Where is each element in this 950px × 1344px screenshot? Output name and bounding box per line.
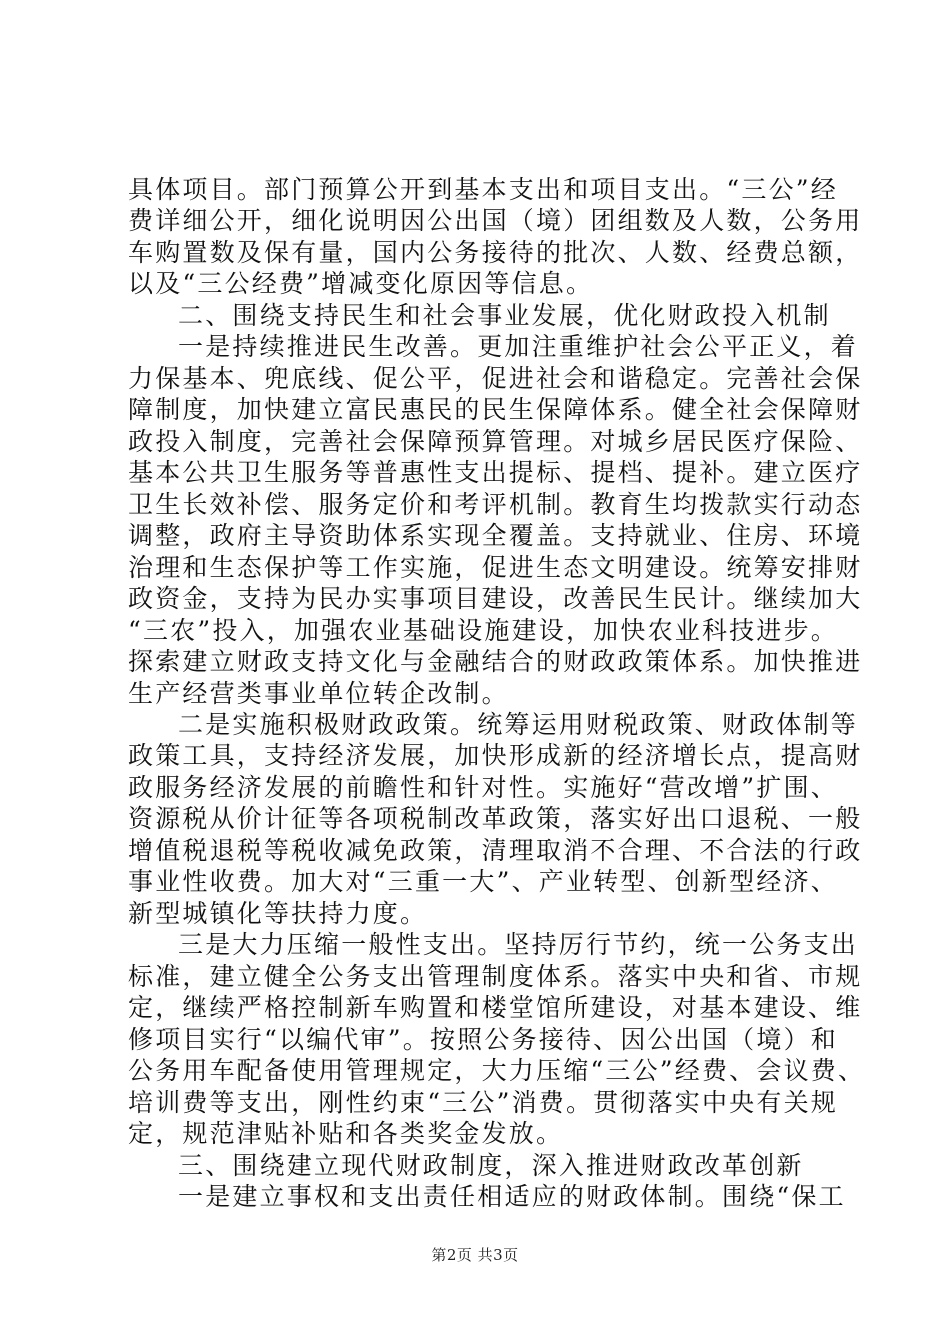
text-line: 治理和生态保护等工作实施，促进生态文明建设。统筹安排财 <box>128 553 863 582</box>
section-heading: 三、围绕建立现代财政制度，深入推进财政改革创新 <box>178 1151 804 1180</box>
text-line: 以及“三公经费”增减变化原因等信息。 <box>128 269 594 298</box>
text-line: 基本公共卫生服务等普惠性支出提标、提档、提补。建立医疗 <box>128 458 863 487</box>
text-line: 三是大力压缩一般性支出。坚持厉行节约，统一公务支出 <box>178 930 859 959</box>
section-heading: 二、围绕支持民生和社会事业发展，优化财政投入机制 <box>178 301 831 330</box>
text-line: 具体项目。部门预算公开到基本支出和项目支出。“三公”经 <box>128 175 838 204</box>
text-line: 定，规范津贴补贴和各类奖金发放。 <box>128 1119 564 1148</box>
text-line: 增值税退税等税收减免政策，清理取消不合理、不合法的行政 <box>128 836 863 865</box>
text-line: 费详细公开，细化说明因公出国（境）团组数及人数，公务用 <box>128 206 863 235</box>
text-line: 力保基本、兜底线、促公平，促进社会和谐稳定。完善社会保 <box>128 364 863 393</box>
text-line: 培训费等支出，刚性约束“三公”消费。贯彻落实中央有关规 <box>128 1088 838 1117</box>
text-line: 政策工具，支持经济发展，加快形成新的经济增长点，提高财 <box>128 741 863 770</box>
text-line: 车购置数及保有量，国内公务接待的批次、人数、经费总额， <box>128 238 863 267</box>
text-line: 政服务经济发展的前瞻性和针对性。实施好“营改增”扩围、 <box>128 773 838 802</box>
text-line: 调整，政府主导资助体系实现全覆盖。支持就业、住房、环境 <box>128 521 863 550</box>
text-line: 二是实施积极财政政策。统筹运用财税政策、财政体制等 <box>178 710 859 739</box>
text-line: 探索建立财政支持文化与金融结合的财政政策体系。加快推进 <box>128 647 863 676</box>
text-line: 新型城镇化等扶持力度。 <box>128 899 428 928</box>
text-line: 定，继续严格控制新车购置和楼堂馆所建设，对基本建设、维 <box>128 993 863 1022</box>
text-line: 公务用车配备使用管理规定，大力压缩“三公”经费、会议费、 <box>128 1056 866 1085</box>
text-line: 卫生长效补偿、服务定价和考评机制。教育生均拨款实行动态 <box>128 490 863 519</box>
text-line: 政资金，支持为民办实事项目建设，改善民生民计。继续加大 <box>128 584 863 613</box>
text-line: 一是建立事权和支出责任相适应的财政体制。围绕“保工 <box>178 1182 846 1211</box>
text-line: 一是持续推进民生改善。更加注重维护社会公平正义，着 <box>178 332 859 361</box>
text-line: 资源税从价计征等各项税制改革政策，落实好出口退税、一般 <box>128 804 863 833</box>
page-number-footer: 第2页 共3页 <box>431 1246 519 1264</box>
text-line: 政投入制度，完善社会保障预算管理。对城乡居民医疗保险、 <box>128 427 863 456</box>
text-line: 修项目实行“以编代审”。按照公务接待、因公出国（境）和 <box>128 1025 838 1054</box>
text-line: “三农”投入，加强农业基础设施建设，加快农业科技进步。 <box>128 616 838 645</box>
text-line: 标准，建立健全公务支出管理制度体系。落实中央和省、市规 <box>128 962 863 991</box>
text-line: 生产经营类事业单位转企改制。 <box>128 679 509 708</box>
text-line: 障制度，加快建立富民惠民的民生保障体系。健全社会保障财 <box>128 395 863 424</box>
text-line: 事业性收费。加大对“三重一大”、产业转型、创新型经济、 <box>128 867 838 896</box>
